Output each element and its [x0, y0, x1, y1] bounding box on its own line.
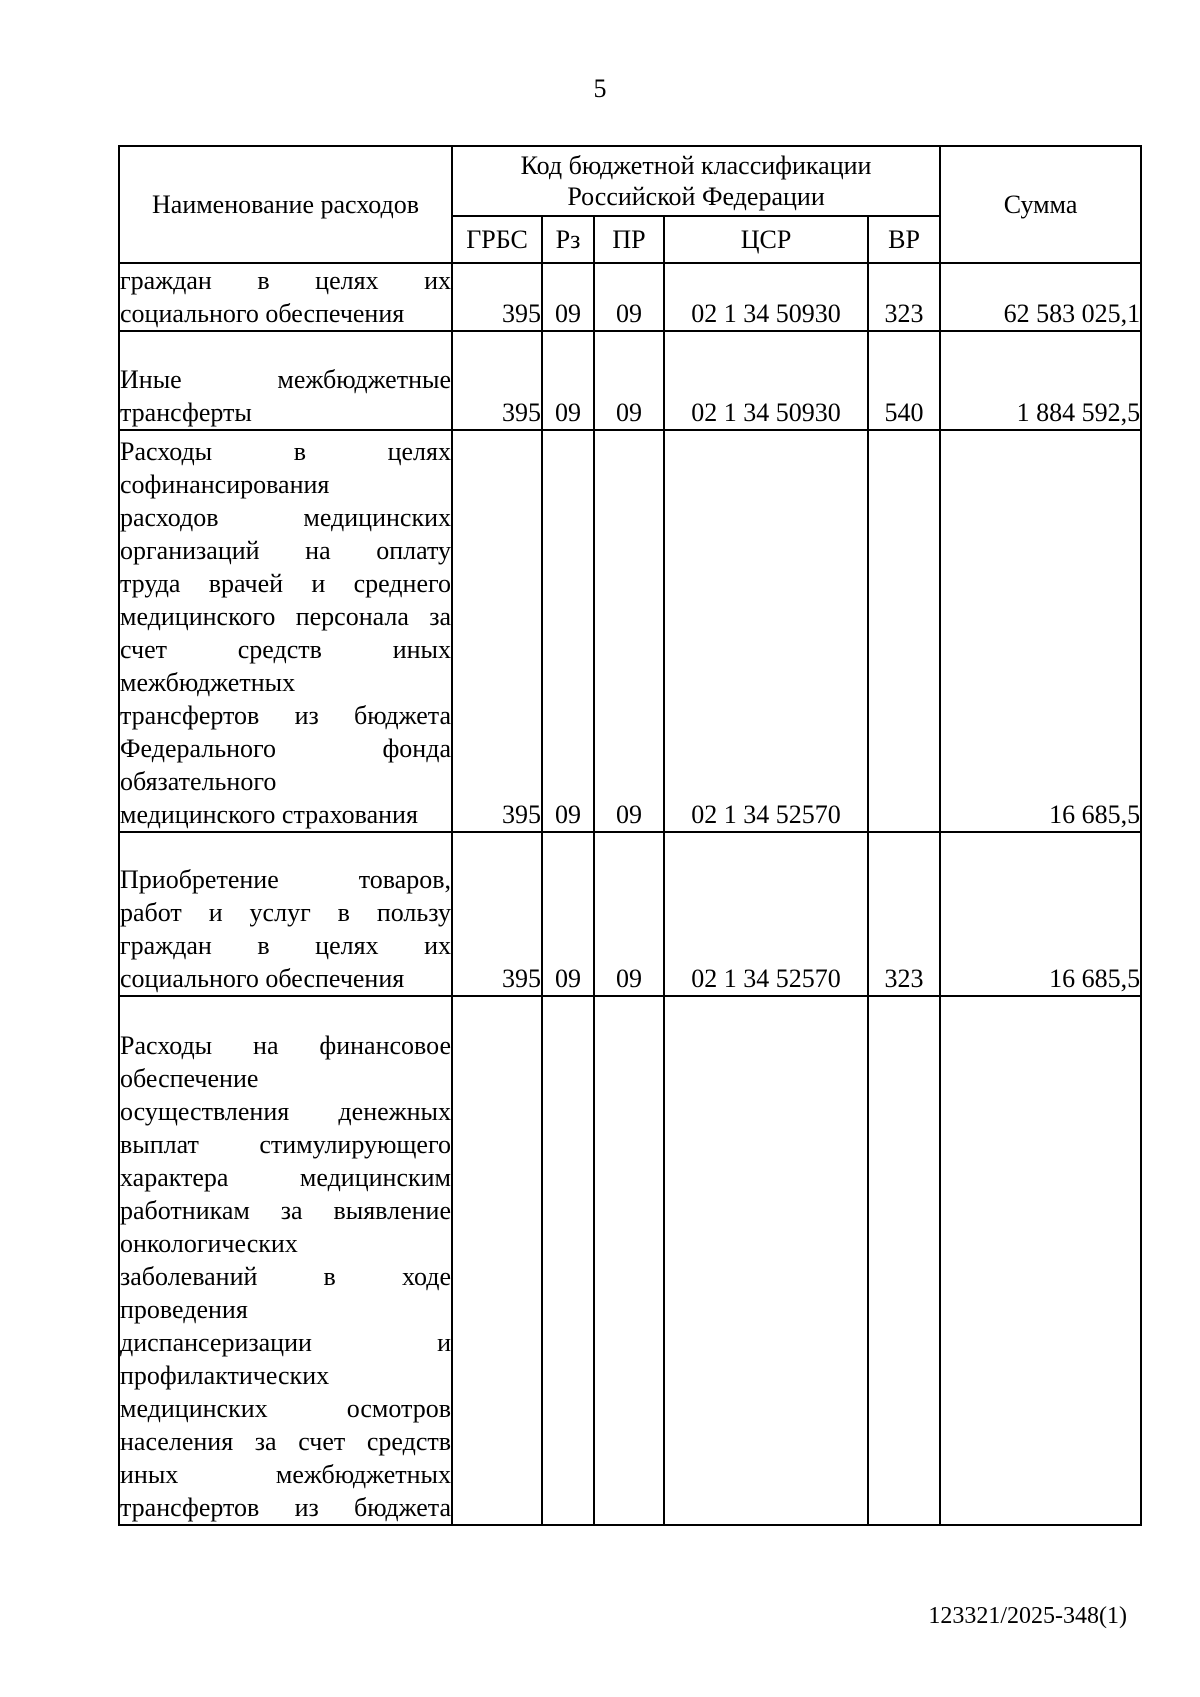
budget-table — [118, 145, 1142, 1526]
cell-csr — [664, 996, 868, 1525]
row-name-line: граждан в целях их — [120, 931, 451, 960]
header-sum: Сумма — [940, 146, 1141, 263]
row-name-line: медицинского страхования — [120, 800, 418, 829]
row-name-line: медицинского персонала за — [120, 602, 451, 631]
cell-csr: 02 1 34 50930 — [664, 263, 868, 331]
row-name-line: межбюджетных — [120, 668, 296, 697]
row-name-line: софинансирования — [120, 470, 330, 499]
row-name-line: организаций на оплату — [120, 536, 451, 565]
row-name — [119, 832, 452, 996]
cell-rz — [542, 996, 594, 1525]
cell-grbs: 395 — [452, 430, 542, 832]
cell-pr: 09 — [594, 263, 664, 331]
row-name-line: проведения — [120, 1295, 248, 1324]
cell-rz: 09 — [542, 832, 594, 996]
cell-rz: 09 — [542, 263, 594, 331]
cell-pr — [594, 996, 664, 1525]
cell-grbs — [452, 996, 542, 1525]
cell-vr — [868, 430, 940, 832]
row-name-line: Приобретение товаров, — [120, 865, 451, 894]
header-code-line1: Код бюджетной классификации — [520, 151, 872, 180]
row-name-line: обязательного — [120, 767, 277, 796]
cell-csr: 02 1 34 52570 — [664, 430, 868, 832]
cell-grbs: 395 — [452, 832, 542, 996]
row-name-line: онкологических — [120, 1229, 298, 1258]
row-name — [119, 430, 452, 832]
cell-grbs: 395 — [452, 263, 542, 331]
header-code-line2: Российской Федерации — [567, 182, 825, 211]
row-name — [119, 331, 452, 430]
document-number: 123321/2025-348(1) — [928, 1603, 1127, 1629]
header-grbs: ГРБС — [452, 216, 542, 263]
row-name-line: Федерального фонда — [120, 734, 451, 763]
header-rz: Рз — [542, 216, 594, 263]
table-row — [119, 331, 1141, 430]
row-name-line: трансфертов из бюджета — [120, 1493, 451, 1522]
cell-sum: 62 583 025,1 — [940, 263, 1141, 331]
row-name-line: Иные межбюджетные — [120, 365, 451, 394]
header-name: Наименование расходов — [119, 146, 452, 263]
row-name-line: Расходы в целях — [120, 437, 451, 466]
cell-vr: 323 — [868, 263, 940, 331]
table-row — [119, 996, 1141, 1525]
row-name-line: работникам за выявление — [120, 1196, 451, 1225]
row-name-line: расходов медицинских — [120, 503, 451, 532]
cell-csr: 02 1 34 50930 — [664, 331, 868, 430]
cell-grbs: 395 — [452, 331, 542, 430]
cell-sum: 16 685,5 — [940, 430, 1141, 832]
cell-vr: 323 — [868, 832, 940, 996]
row-name-line: населения за счет средств — [120, 1427, 451, 1456]
page-number: 5 — [593, 74, 607, 103]
cell-pr: 09 — [594, 832, 664, 996]
header-pr: ПР — [594, 216, 664, 263]
row-name-line: труда врачей и среднего — [120, 569, 451, 598]
row-name-line: медицинских осмотров — [120, 1394, 451, 1423]
cell-vr — [868, 996, 940, 1525]
row-name-line: социального обеспечения — [120, 299, 405, 328]
row-name-line: социального обеспечения — [120, 964, 405, 993]
row-name-line: трансферты — [120, 398, 252, 427]
table-body — [119, 263, 1141, 1525]
cell-sum: 1 884 592,5 — [940, 331, 1141, 430]
cell-sum: 16 685,5 — [940, 832, 1141, 996]
row-name-line: характера медицинским — [120, 1163, 451, 1192]
cell-sum — [940, 996, 1141, 1525]
cell-csr: 02 1 34 52570 — [664, 832, 868, 996]
cell-pr: 09 — [594, 430, 664, 832]
row-name-line: осуществления денежных — [120, 1097, 451, 1126]
cell-pr: 09 — [594, 331, 664, 430]
table-row — [119, 430, 1141, 832]
row-name-line: диспансеризации и — [120, 1328, 451, 1357]
header-csr: ЦСР — [664, 216, 868, 263]
row-name-line: работ и услуг в пользу — [120, 898, 451, 927]
row-name-line: выплат стимулирующего — [120, 1130, 451, 1159]
cell-vr: 540 — [868, 331, 940, 430]
row-name-line: граждан в целях их — [120, 266, 451, 295]
header-vr: ВР — [868, 216, 940, 263]
row-name-line: Расходы на финансовое — [120, 1031, 451, 1060]
row-name — [119, 263, 452, 331]
row-name-line: иных межбюджетных — [120, 1460, 451, 1489]
header-code-group — [452, 146, 940, 216]
row-name-line: профилактических — [120, 1361, 330, 1390]
table-row — [119, 832, 1141, 996]
cell-rz: 09 — [542, 430, 594, 832]
row-name-line: заболеваний в ходе — [120, 1262, 451, 1291]
table-row — [119, 263, 1141, 331]
row-name — [119, 996, 452, 1525]
row-name-line: трансфертов из бюджета — [120, 701, 451, 730]
cell-rz: 09 — [542, 331, 594, 430]
row-name-line: счет средств иных — [120, 635, 451, 664]
header-row — [119, 146, 1141, 216]
row-name-line: обеспечение — [120, 1064, 259, 1093]
